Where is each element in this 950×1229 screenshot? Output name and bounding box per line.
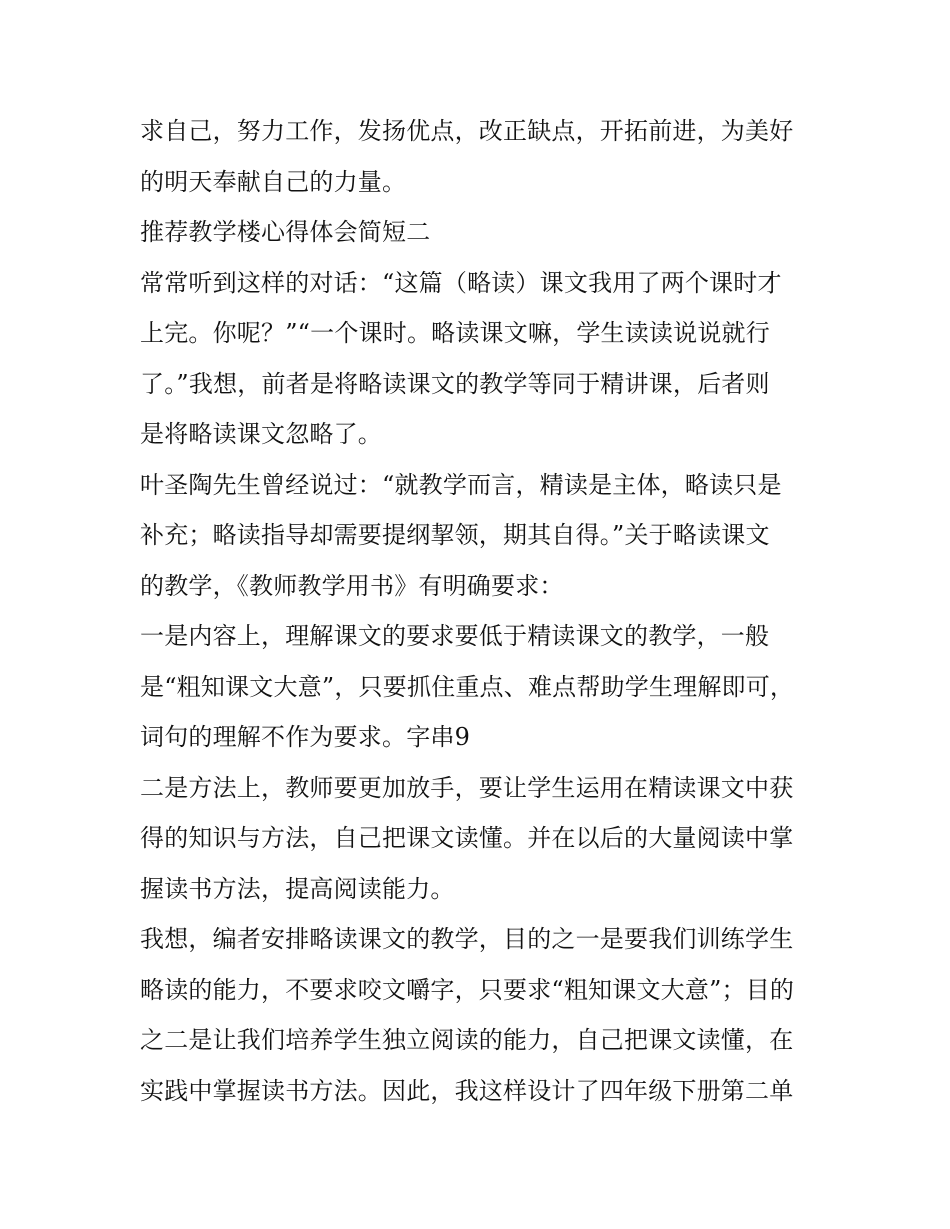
text-line: 我想，编者安排略读课文的教学，目的之一是要我们训练学生 bbox=[140, 925, 794, 953]
text-line: 握读书方法，提高阅读能力。 bbox=[140, 874, 455, 903]
text-line: 的教学，《教师教学用书》有明确要求： bbox=[140, 571, 564, 600]
text-line: 之二是让我们培养学生独立阅读的能力，自己把课文读懂，在 bbox=[140, 1026, 794, 1054]
document-body bbox=[140, 106, 820, 1116]
text-line: 词句的理解不作为要求。字串9 bbox=[140, 723, 471, 751]
text-line: 常常听到这样的对话：“这篇（略读）课文我用了两个课时才 bbox=[140, 268, 782, 297]
text-line: 实践中掌握读书方法。因此，我这样设计了四年级下册第二单 bbox=[140, 1076, 794, 1105]
text-line: 是将略读课文忽略了。 bbox=[140, 420, 382, 448]
text-line: 是“粗知课文大意”，只要抓住重点、难点帮助学生理解即可， bbox=[140, 672, 795, 701]
text-line: 得的知识与方法，自己把课文读懂。并在以后的大量阅读中掌 bbox=[140, 824, 794, 852]
text-line: 补充；略读指导却需要提纲挈领，期其自得。”关于略读课文 bbox=[140, 521, 770, 549]
text-line: 叶圣陶先生曾经说过：“就教学而言，精读是主体，略读只是 bbox=[140, 470, 782, 499]
text-line: 求自己，努力工作，发扬优点，改正缺点，开拓前进，为美好 bbox=[140, 117, 794, 145]
text-line: 上完。你呢？”“一个课时。略读课文嘛，学生读读说说就行 bbox=[140, 319, 770, 347]
text-line: 一是内容上，理解课文的要求要低于精读课文的教学，一般 bbox=[140, 622, 770, 650]
text-line: 了。”我想，前者是将略读课文的教学等同于精讲课，后者则 bbox=[140, 369, 770, 398]
section-heading: 推荐教学楼心得体会简短二 bbox=[140, 218, 431, 246]
text-line: 的明天奉献自己的力量。 bbox=[140, 167, 407, 196]
text-line: 二是方法上，教师要更加放手，要让学生运用在精读课文中获 bbox=[140, 773, 794, 802]
text-line: 略读的能力，不要求咬文嚼字，只要求“粗知课文大意”；目的 bbox=[140, 975, 795, 1004]
